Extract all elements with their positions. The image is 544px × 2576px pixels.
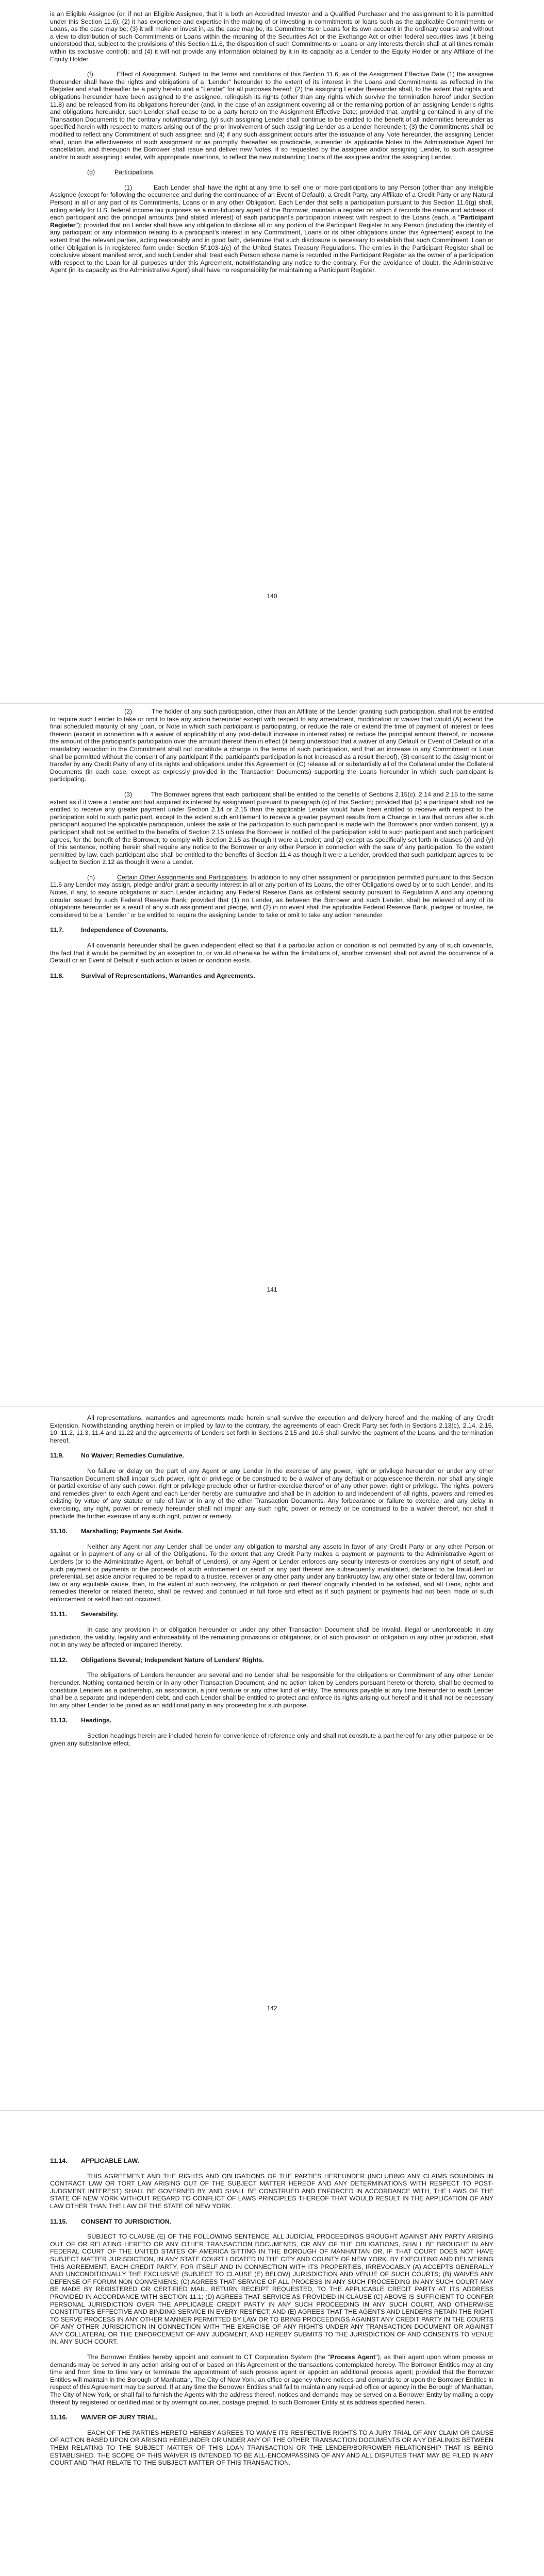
section-11-15-text: SUBJECT TO CLAUSE (E) OF THE FOLLOWING SENTENCE, ALL JUDICIAL PROCEEDINGS BROUGHT AGAINST ANY PARTY ARISING OUT OF OR RELATING HERETO OR ANY OTHER TRANSACTION DOCUMENTS, OR ANY OF THE OBLIGATIONS, SHALL BE BROUGHT IN ANY FEDERAL COURT OF THE UNITED STATES OF AMERICA SITTING IN THE BOROUGH OF MANHATTAN OR, IF THAT COURT DOES NOT HAVE SUBJECT MATTER JURISDICTION, IN ANY STATE COURT LOCATED IN THE CITY AND COUNTY OF NEW YORK. BY EXECUTING AND DELIVERING THIS AGREEMENT, EACH CREDIT PARTY, FOR ITSELF AND IN CONNECTION WITH ITS PROPERTIES, IRREVOCABLY (A) ACCEPTS GENERALLY AND UNCONDITIONALLY THE EXCLUSIVE (SUBJECT TO CLAUSE (E) BELOW) JURISDICTION AND VENUE OF SUCH COURTS; (B) WAIVES ANY DEFENSE OF FORUM NON CONVENIENS; (C) AGREES THAT SERVICE OF ALL PROCESS IN ANY SUCH PROCEEDING IN ANY SUCH COURT MAY BE MADE BY REGISTERED OR CERTIFIED MAIL, RETURN RECEIPT REQUESTED, TO THE APPLICABLE CREDIT PARTY AT ITS ADDRESS PROVIDED IN ACCORDANCE WITH SECTION 11.1; (D) AGREES THAT SERVICE AS PROVIDED IN CLAUSE (C) ABOVE IS SUFFICIENT TO CONFER PERSONAL JURISDICTION OVER THE APPLICABLE CREDIT PARTY IN ANY SUCH PROCEEDING IN ANY SUCH COURT, AND OTHERWISE CONSTITUTES EFFECTIVE AND BINDING SERVICE IN EVERY RESPECT; AND (E) AGREES THAT THE AGENTS AND LENDERS RETAIN THE RIGHT TO SERVE PROCESS IN ANY OTHER MANNER PERMITTED BY LAW OR TO BRING PROCEEDINGS AGAINST ANY CREDIT PARTY IN THE COURTS OF ANY OTHER JURISDICTION IN CONNECTION WITH THE EXERCISE OF ANY RIGHTS UNDER ANY TRANSACTION DOCUMENT OR AGAINST ANY COLLATERAL OR THE ENFORCEMENT OF ANY JUDGMENT, AND HEREBY SUBMITS TO THE JURISDICTION OF AND CONSENTS TO VENUE IN, ANY SUCH COURT. (50, 2233, 493, 2346)
section-11-8-text: All representations, warranties and agreements made herein shall survive the execution and delivery hereof and the making of any Credit Extension. Notwithstanding anything herein or implied by law to the contrary, the agreements of each Credit Party set forth in Sections 2.13(c), 2.14, 2.15, 10, 11.2, 11.3, 11.4 and 11.22 and the agreements of Lenders set forth in Sections 2.15 and 10.6 shall survive the payment of the Loans, and the termination hereof. (50, 1414, 493, 1444)
clause-f-label: (f) (87, 71, 93, 78)
clause-g: (g) Participations. (87, 168, 155, 176)
section-title: Marshalling; Payments Set Aside. (81, 1528, 183, 1535)
section-11-7-heading (50, 926, 493, 934)
clause-g-title: Participations (114, 168, 153, 176)
section-title: WAIVER OF JURY TRIAL. (81, 2414, 158, 2421)
process-agent-text-a: The Borrower Entities hereby appoint and consent to CT Corporation System (the " (87, 2353, 331, 2361)
page-number: 142 (267, 2005, 277, 2012)
process-agent-term: Process Agent (330, 2353, 375, 2361)
section-number: 11.16. (50, 2414, 68, 2421)
participant-register-term: Participant Register (50, 214, 493, 229)
section-number: 11.14. (50, 2157, 68, 2164)
page-142 (0, 1407, 544, 2110)
clause-h-label: (h) (87, 873, 95, 881)
section-11-15-heading (50, 2218, 493, 2226)
section-number: 11.8. (50, 972, 64, 979)
page-number: 140 (267, 592, 277, 600)
section-title: Independence of Covenants. (81, 926, 168, 934)
page-number: 141 (267, 1286, 277, 1293)
clause-f-text: . Subject to the terms and conditions of this Section 11.6, as of the Assignment Effective Date (1) the assignee thereunder shall have the rights and obligations of a "Lender" hereunder to the extent of its interest in the Loans and Commitments as reflected in the Register and shall thereafter be a party hereto and a "Lender" for all purposes hereof; (2) the assigning Lender thereunder shall, to the extent that rights and obligations hereunder have been assigned to the assignee, relinquish its rights (other than any rights which survive the termination hereof under Section 11.8) and be released from its obligations hereunder (and, in the case of an assignment covering all or the remaining portion of an assigning Lender's rights and obligations hereunder, such Lender shall cease to be a party hereto on the Assignment Effective Date; provided that, anything contained in any of the Transaction Documents to the contrary notwithstanding, (y) such assigning Lender shall continue to be entitled to the benefit of all indemnities hereunder as specified herein with respect to matters arising out of the prior involvement of such assigning Lender as a Lender hereunder); (3) the Commitments shall be modified to reflect any Commitment of such assignee; and (4) if any such assignment occurs after the issuance of any Note hereunder, the assigning Lender shall, upon the effectiveness of such assignment or as promptly thereafter as practicable, surrender its applicable Notes to the Administrative Agent for cancellation, and thereupon the Borrower shall issue and deliver new Notes, if so requested by the assignee and/or assigning Lender, to such assignee and/or to such assigning Lender, with appropriate insertions, to reflect the new outstanding Loans of the assignee and/or the assigning Lender. (50, 71, 493, 161)
section-title: Severability. (81, 1611, 119, 1618)
section-11-16-text: EACH OF THE PARTIES HERETO HEREBY AGREES TO WAIVE ITS RESPECTIVE RIGHTS TO A JURY TRIAL OF ANY CLAIM OR CAUSE OF ACTION BASED UPON OR ARISING HEREUNDER OR UNDER ANY OF THE OTHER TRANSACTION DOCUMENTS OR ANY DEALINGS BETWEEN THEM RELATING TO THE SUBJECT MATTER OF THIS LOAN TRANSACTION OR THE LENDER/BORROWER RELATIONSHIP THAT IS BEING ESTABLISHED. THE SCOPE OF THIS WAIVER IS INTENDED TO BE ALL-ENCOMPASSING OF ANY AND ALL DISPUTES THAT MAY BE FILED IN ANY COURT AND THAT RELATE TO THE SUBJECT MATTER OF THIS TRANSACTION. (50, 2429, 493, 2467)
section-11-8-heading (50, 972, 493, 980)
section-number: 11.12. (50, 1656, 68, 1664)
clause-g2-text: The holder of any such participation, other than an Affiliate of the Lender granting such participation, shall not be entitled to require such Lender to take or omit to take any action hereunder except with respect to any amendment, modification or waiver that would (A) extend the final scheduled maturity of any Loan, or Note in which such participant is participating, or reduce the rate or extend the time of payment of interest or fees thereon (except in connection with a waiver of applicability of any post-default increase in interest rates) or reduce the principal amount thereof, or increase the amount of the participant's participation over the amount thereof then in effect (it being understood that a waiver of any Default or Event of Default or of a mandatory reduction in the Commitment shall not constitute a change in the terms of such participation, and that an increase in any Commitment or Loan shall be permitted without the consent of any participant if the participant's participation is not increased as a result thereof), (B) consent to the assignment or transfer by any Credit Party of any of its rights and obligations under this Agreement or (C) release all or substantially all of the Collateral under the Collateral Documents (in each case, except as expressly provided in the Transaction Documents) supporting the Loans hereunder in which such participant is participating. (50, 708, 493, 783)
section-title: Headings. (81, 1717, 112, 1724)
section-number: 11.15. (50, 2217, 68, 2225)
page-142-body (50, 1414, 493, 1747)
section-11-16-heading (50, 2414, 493, 2421)
clause-g1-text-a: Each Lender shall have the right at any time to sell one or more participations to any Person (other than any Ineligible Assignee (except for following the occurrence and during the continuance of an Event of Default), a Credit Party, any Affiliate of a Credit Party or any Natural Person) in all or any part of its Commitments, Loans or in any other Obligation. Each Lender that sells a participation pursuant to this Section 11.6(g) shall, acting solely for U.S. federal income tax purposes as a non-fiduciary agent of the Borrower, maintain a register on which it records the name and address of each participant and the principal amounts (and stated interest) of each participant's participation interest with respect to the Loans (each, a " (50, 183, 493, 222)
section-11-14-text: THIS AGREEMENT AND THE RIGHTS AND OBLIGATIONS OF THE PARTIES HEREUNDER (INCLUDING ANY CLAIMS SOUNDING IN CONTRACT LAW OR TORT LAW ARISING OUT OF THE SUBJECT MATTER HEREOF AND ANY DETERMINATIONS WITH RESPECT TO POST-JUDGMENT INTEREST) SHALL BE GOVERNED BY, AND SHALL BE CONSTRUED AND ENFORCED IN ACCORDANCE WITH, THE LAWS OF THE STATE OF NEW YORK WITHOUT REGARD TO CONFLICT OF LAWS PRINCIPLES THEREOF THAT WOULD RESULT IN THE APPLICATION OF ANY LAW OTHER THAN THE LAW OF THE STATE OF NEW YORK. (50, 2172, 493, 2210)
section-11-10-text: Neither any Agent nor any Lender shall be under any obligation to marshal any assets in favor of any Credit Party or any other Person or against or in payment of any or all of the Obligations. To the extent that any Credit Party makes a payment or payments to the Administrative Agent or Lenders (or to the Administrative Agent, on behalf of Lenders), or any Agent or Lender enforces any security interests or exercises any right of setoff, and such payment or payments or the proceeds of such enforcement or setoff or any part thereof are subsequently invalidated, declared to be fraudulent or preferential, set aside and/or required to be repaid to a trustee, receiver or any other party under any bankruptcy law, any other state or federal law, common law or any equitable cause, then, to the extent of such recovery, the obligation or part thereof originally intended to be satisfied, and all Liens, rights and remedies therefor or related thereto, shall be revived and continued in full force and effect as if such payment or payments had not been made or such enforcement or setoff had not occurred. (50, 1543, 493, 1603)
section-title: CONSENT TO JURISDICTION. (81, 2217, 172, 2225)
section-11-12-heading (50, 1656, 493, 1664)
page-141 (0, 704, 544, 1406)
section-11-13-heading (50, 1717, 493, 1724)
section-title: APPLICABLE LAW. (81, 2157, 139, 2164)
section-11-13-text: Section headings herein are included herein for convenience of reference only and shall not constitute a part hereof for any other purpose or be given any substantive effect. (50, 1732, 493, 1747)
clause-h-title: Certain Other Assignments and Participations (117, 873, 247, 881)
page-140-body (50, 10, 493, 274)
clause-g3 (50, 791, 493, 866)
section-11-15-process-agent (50, 2353, 493, 2406)
clause-g1-label: (1) (124, 183, 133, 191)
section-11-9-text: No failure or delay on the part of any Agent or any Lender in the exercise of any power, right or privilege hereunder or under any other Transaction Document shall impair such power, right or privilege or be construed to be a waiver of any default or acquiescence therein, nor shall any single or partial exercise of any such power, right or privilege preclude other or further exercise thereof or of any other power, right or privilege. The rights, powers and remedies given to each Agent and each Lender hereby are cumulative and shall be in addition to and independent of all rights, powers and remedies existing by virtue of any statute or rule of law or in any of the other Transaction Documents. Any forbearance or failure to exercise, and any delay in exercising, any right, power or remedy hereunder shall not impair any such right, power or remedy or be construed to be a waiver thereof, nor shall it preclude the further exercise of any such right, power or remedy. (50, 1467, 493, 1520)
section-11-11-text: In case any provision in or obligation hereunder or under any other Transaction Document shall be invalid, illegal or unenforceable in any jurisdiction, the validity, legality and enforceability of the remaining provisions or obligations, or of such provision or obligation in any other jurisdiction, shall not in any way be affected or impaired thereby. (50, 1626, 493, 1649)
section-number: 11.7. (50, 926, 64, 934)
clause-g3-label: (3) (124, 790, 133, 798)
process-agent-text-b: "), as their agent upon whom process or demands may be served in any action arising out of or based on this Agreement or the transactions contemplated hereby. The Borrower Entities may at any time and from time to time vary or terminate the appointment of such process agent or appoint an additional process agent; provided that the Borrower Entities will maintain in the Borough of Manhattan, The City of New York, an office or agency where notices and demands to or upon the Borrower Entities in respect of this Agreement may be served. If at any time the Borrower Entities shall fail to maintain any required office or agency in the Borough of Manhattan, The City of New York, or shall fail to furnish the Agents with the address thereof, notices and demands may be served on a Borrower Entity by mailing a copy thereof by registered or certified mail or by overnight courier, postage prepaid, to such Borrower Entity at its address specified herein. (50, 2353, 494, 2406)
section-11-14-heading (50, 2157, 493, 2165)
clause-e-continued: is an Eligible Assignee (or, if not an Eligible Assignee, that it is both an Accredited Investor and a Qualified Purchaser and the assignment to it is permitted under this Section 11.6); (2) it has experience and expertise in the making of or investing in commitments or loans such as the applicable Commitments or Loans, as the case may be; (3) it will make or invest in, as the case may be, its Commitments or Loans for its own account in the ordinary course and without a view to distribution of such Commitments or Loans within the meaning of the Securities Act or the Exchange Act or other federal securities laws (it being understood that, subject to the provisions of this Section 11.6, the disposition of such Commitments or Loans or any interests therein shall at all times remain within its exclusive control); and (4) it will not provide any information obtained by it in its capacity as a Lender to the Equity Holder or any Affiliate of the Equity Holder. (50, 10, 493, 63)
clause-h (50, 874, 493, 919)
section-11-12-text: The obligations of Lenders hereunder are several and no Lender shall be responsible for the obligations or Commitment of any other Lender hereunder. Nothing contained herein or in any other Transaction Document, and no action taken by Lenders pursuant hereto or thereto, shall be deemed to constitute Lenders as a partnership, an association, a joint venture or any other kind of entity. The amounts payable at any time hereunder to each Lender shall be a separate and independent debt, and each Lender shall be entitled to protect and enforce its rights arising out hereof and it shall not be necessary for any other Lender to be joined as an additional party in any proceeding for such purpose. (50, 1671, 493, 1709)
section-title: Survival of Representations, Warranties and Agreements. (81, 972, 255, 979)
clause-g2-label: (2) (124, 708, 133, 715)
clause-h-text: . In addition to any other assignment or participation permitted pursuant to this Section 11.6 any Lender may assign, pledge and/or grant a security interest in all or any portion of its Loans, the other Obligations owed by or to such Lender, and its Notes, if any, to secure obligations of such Lender including any Federal Reserve Bank as collateral security pursuant to Regulation A and any operating circular issued by such Federal Reserve Bank; provided that (1) no Lender, as between the Borrower and such Lender, shall be relieved of any of its obligations hereunder as a result of any such assignment and pledge, and (2) in no event shall the applicable Federal Reserve Bank, pledgee or trustee, be considered to be a "Lender" or be entitled to require the assigning Lender to take or omit to take any action hereunder. (50, 873, 493, 919)
page-140 (0, 0, 544, 703)
section-11-7-text: All covenants hereunder shall be given independent effect so that if a particular action or condition is not permitted by any of such covenants, the fact that it would be permitted by an exception to, or would otherwise be within the limitations of, another covenant shall not avoid the occurrence of a Default or an Event of Default if such action is taken or condition exists. (50, 942, 493, 964)
section-number: 11.11. (50, 1611, 68, 1618)
clause-g1 (50, 184, 493, 274)
clause-g2 (50, 708, 493, 783)
section-number: 11.10. (50, 1528, 68, 1535)
section-11-9-heading (50, 1452, 493, 1460)
clause-f-title: Effect of Assignment (117, 71, 176, 78)
clause-g3-text: The Borrower agrees that each participant shall be entitled to the benefits of Sections 2.15(c), 2.14 and 2.15 to the same extent as if it were a Lender and had acquired its interest by assignment pursuant to paragraph (c) of this Section; provided that (x) a participant shall not be entitled to receive any greater payment under Section 2.14 or 2.15 than the applicable Lender would have been entitled to receive with respect to the participation sold to such participant, except to the extent such entitlement to receive a greater payment results from a Change in Law that occurs after such participant acquired the applicable participation, unless the sale of the participation to such participant is made with the Borrower's prior written consent, (y) a participant shall not be entitled to the benefits of Section 2.15 unless the Borrower is notified of the participation sold to such participant and such participant agrees, for the benefit of the Borrower, to comply with Section 2.15 as though it were a Lender; and (z) except as specifically set forth in clauses (x) and (y) of this sentence, nothing herein shall require any notice to the Borrower or any other Person in connection with the sale of any participation. To the extent permitted by law, each participant also shall be entitled to the benefits of Section 11.4 as though it were a Lender, provided that such participant agrees to be subject to Section 2.12 as though it were a Lender. (50, 790, 493, 866)
clause-f (50, 71, 493, 161)
section-11-11-heading (50, 1611, 493, 1618)
section-title: Obligations Several; Independent Nature of Lenders' Rights. (81, 1656, 264, 1664)
clause-g-label: (g) (87, 168, 95, 176)
section-11-10-heading (50, 1528, 493, 1535)
section-number: 11.9. (50, 1452, 64, 1460)
clause-g1-text-b: "); provided that no Lender shall have any obligation to disclose all or any portion of the Participant Register to any Person (including the identity of any participant or any information relating to a participant's interest in any Commitment, Loans or its other obligations under this Agreement) except to the extent that the relevant parties, acting reasonably and in good faith, determine that such disclosure is necessary to establish that such Commitment, Loan or other Obligation is in registered form under Section 5f.103-1(c) of the United States Treasury Regulations. The entries in the Participant Register shall be conclusive absent manifest error, and such Lender shall treat each Person whose name is recorded in the Participant Register as the owner of a participation with respect to the Loan for all purposes under this Agreement, notwithstanding any notice to the contrary. For the avoidance of doubt, the Administrative Agent (in its capacity as the Administrative Agent) shall have no responsibility for maintaining a Participant Register. (50, 221, 493, 274)
page-143-body (50, 2157, 493, 2467)
page-143 (0, 2111, 544, 2576)
section-title: No Waiver; Remedies Cumulative. (81, 1452, 184, 1460)
section-number: 11.13. (50, 1717, 68, 1724)
page-141-body (50, 708, 493, 979)
